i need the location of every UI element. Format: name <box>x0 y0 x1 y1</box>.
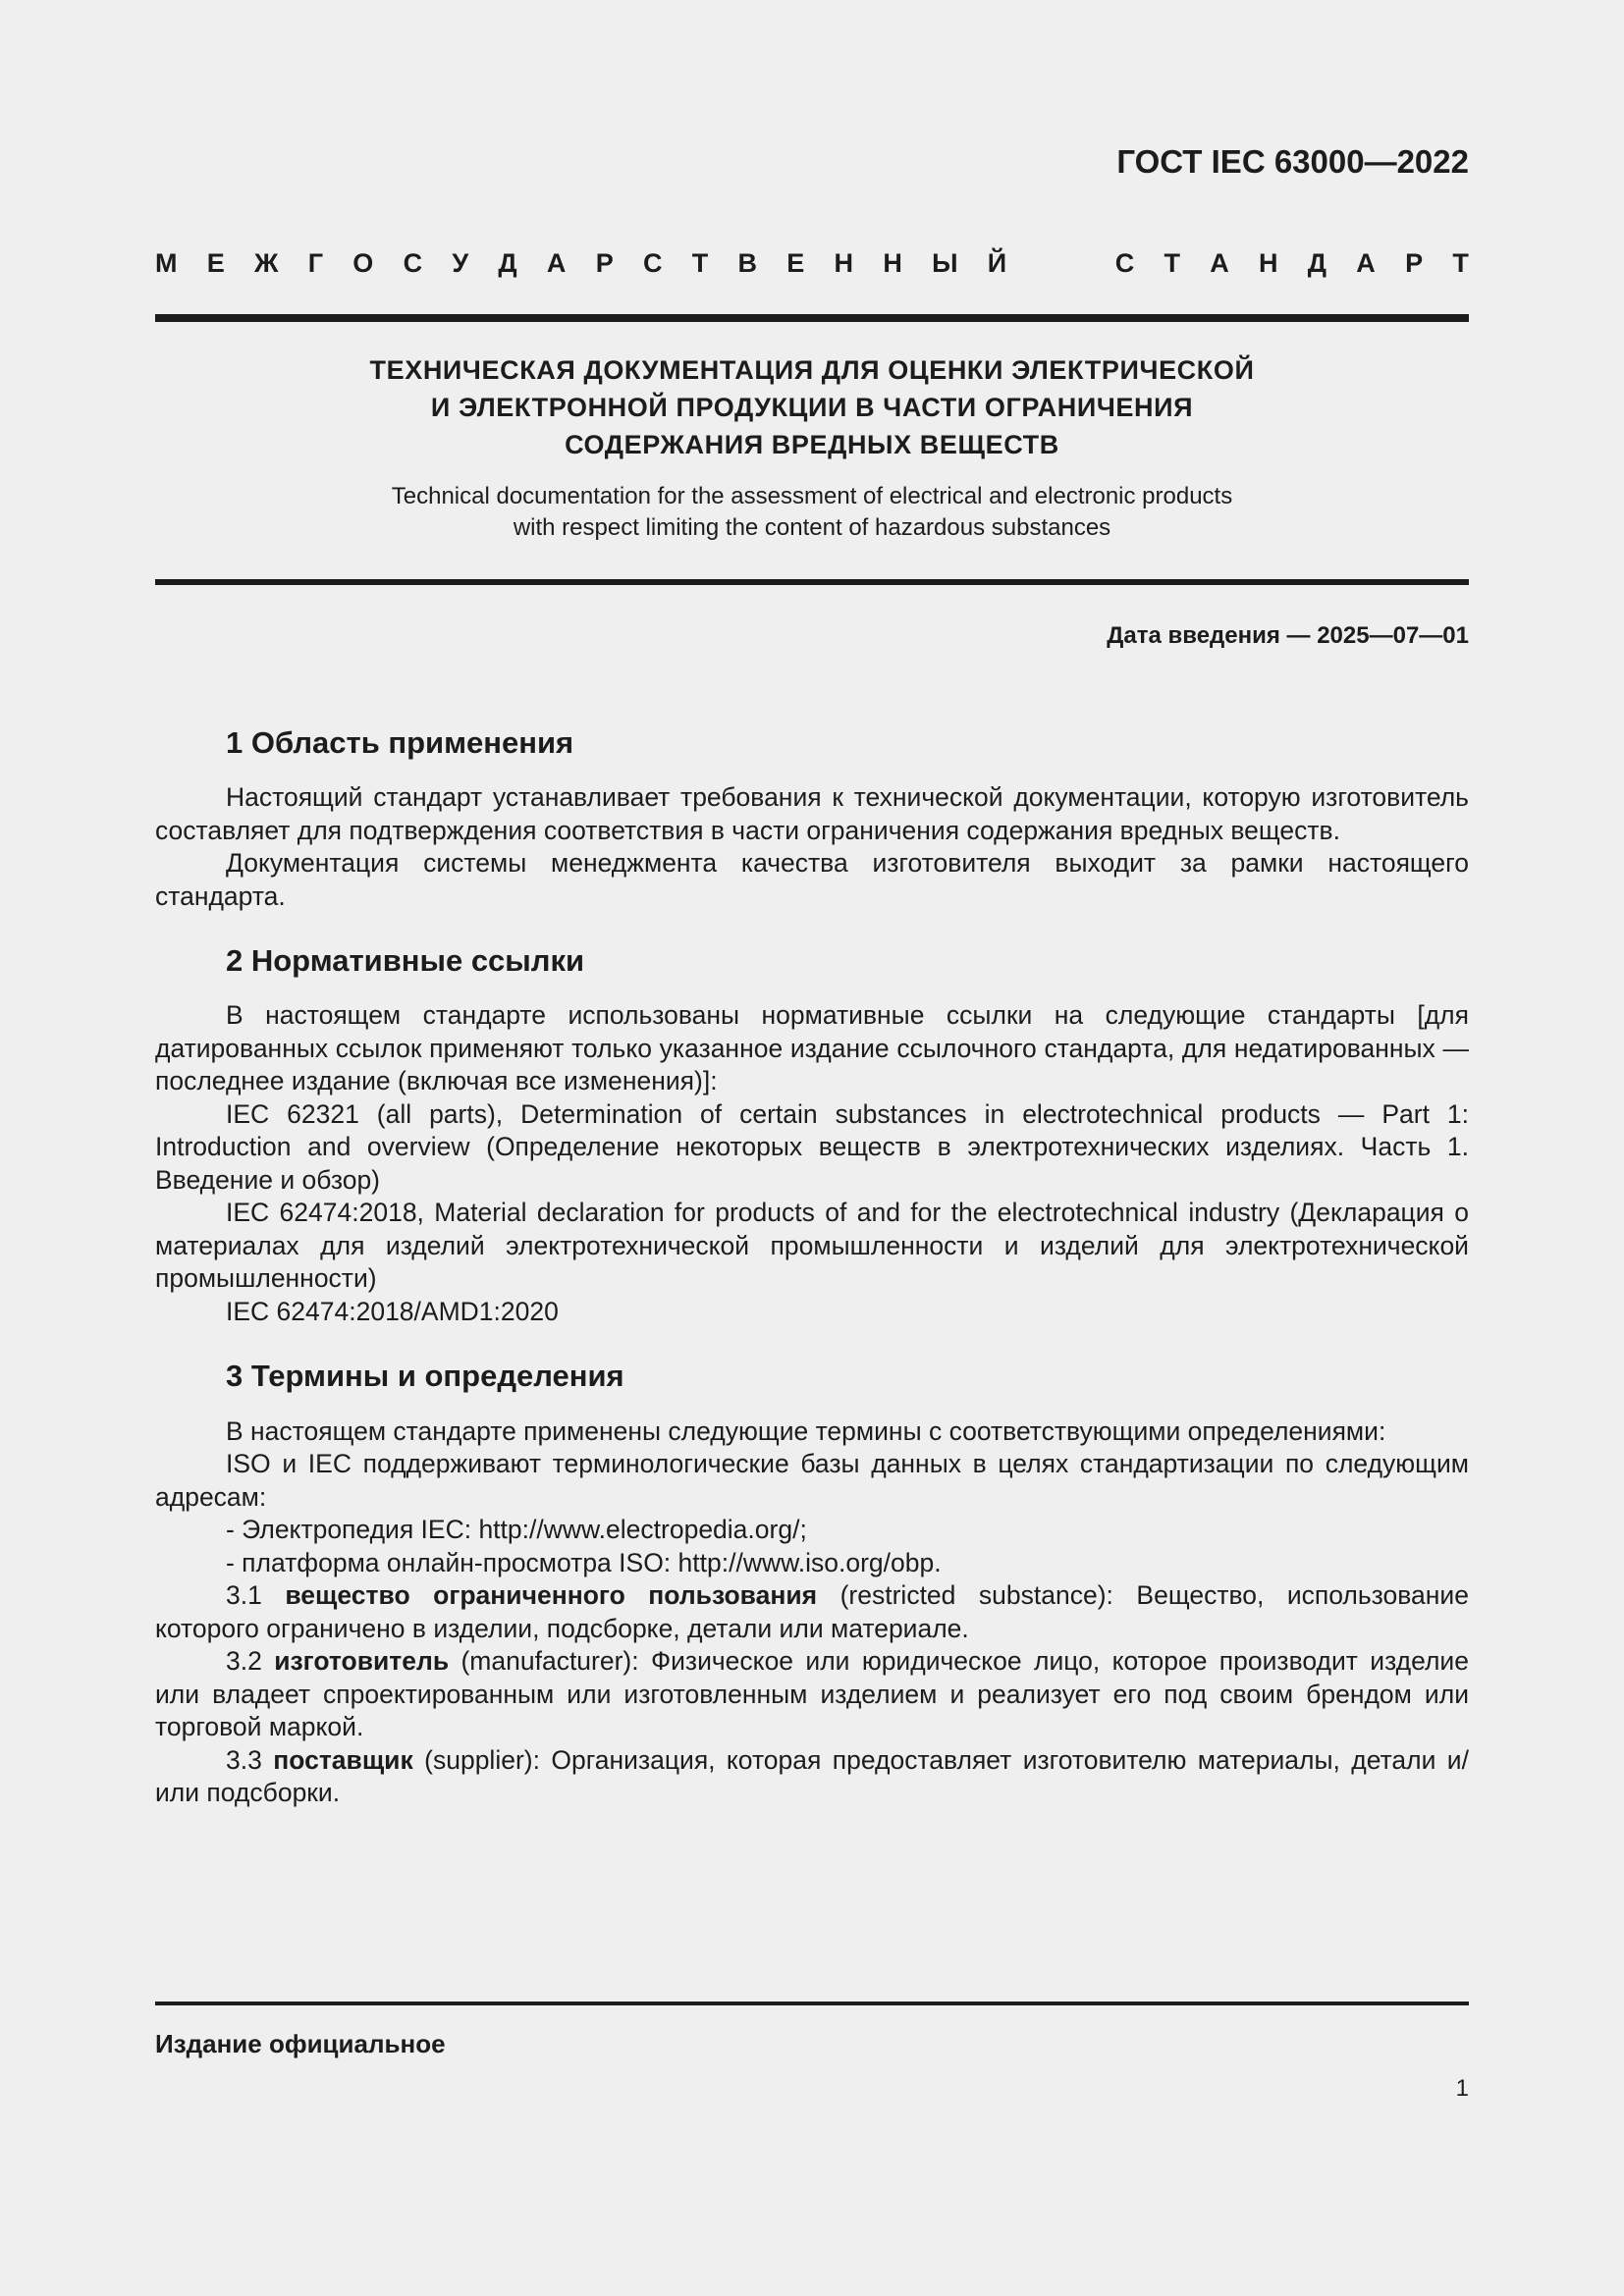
title-ru-line: СОДЕРЖАНИЯ ВРЕДНЫХ ВЕЩЕСТВ <box>565 430 1059 459</box>
standard-type-letter: Н <box>834 248 854 278</box>
term-definition <box>155 1744 1469 1810</box>
standard-type-letter: А <box>1210 248 1229 278</box>
term-definition <box>155 1579 1469 1645</box>
term-name: вещество ограниченного пользования <box>285 1580 818 1611</box>
standard-type-letter: Н <box>883 248 902 278</box>
term-number: 3.1 <box>226 1580 262 1611</box>
standard-type-line <box>155 250 1469 277</box>
term-name: изготовитель <box>274 1646 450 1677</box>
term-text: (restricted substance): Вещество, использование которого ограничено в изделии, подсборке, детали или материале. <box>155 1580 1469 1643</box>
section-heading-normative-references: 2 Нормативные ссылки <box>226 943 585 979</box>
standard-type-letter: Е <box>786 248 805 278</box>
standard-type-letter: Т <box>691 248 709 278</box>
standard-type-letter: Р <box>595 248 614 278</box>
standard-type-letter: Т <box>1164 248 1180 278</box>
standard-type-letter: Г <box>307 248 324 278</box>
term-text: (supplier): Организация, которая предоставляет изготовителю материалы, детали и/или подсборки. <box>155 1744 1469 1808</box>
document-title-ru <box>155 351 1469 463</box>
paragraph: В настоящем стандарте использованы нормативные ссылки на следующие стандарты [для датированных ссылок применяют только указанное издание ссылочного стандарта, для недатированных — последнее издание (включая все изменения)]: <box>155 1000 1469 1096</box>
section-heading-terms: 3 Термины и определения <box>226 1359 624 1394</box>
standard-type-letter: Ж <box>254 248 279 278</box>
term-number: 3.2 <box>226 1646 262 1677</box>
paragraph: В настоящем стандарте применены следующие термины с соответствующими определениями: <box>226 1415 1386 1446</box>
standard-type-letter: Ы <box>932 248 958 278</box>
standard-type-letter: Т <box>1452 248 1469 278</box>
standard-type-letter: О <box>352 248 374 278</box>
standard-type-letter: А <box>546 248 567 278</box>
term-number: 3.3 <box>226 1744 262 1775</box>
page-number: 1 <box>1455 2075 1469 2102</box>
standard-type-letter: С <box>642 248 663 278</box>
list-item: - Электропедия IEC: http://www.electropedia.org/; <box>226 1515 807 1545</box>
paragraph: Настоящий стандарт устанавливает требования к технической документации, которую изготовитель составляет для подтверждения соответствия в части ограничения содержания вредных веществ. <box>155 782 1469 845</box>
reference-item: IEC 62321 (all parts), Determination of certain substances in electrotechnical products — Part 1: Introduction and overview (Определение некоторых веществ в электротехнических изделиях. Часть 1. Введение и обзор) <box>155 1098 1469 1195</box>
title-en-line: Technical documentation for the assessment of electrical and electronic products <box>391 483 1233 509</box>
title-rule <box>155 579 1469 585</box>
standard-type-letter: Д <box>498 248 517 278</box>
edition-label: Издание официальное <box>155 2029 446 2058</box>
term-name: поставщик <box>273 1744 413 1775</box>
standard-type-letter: А <box>1356 248 1376 278</box>
standard-type-letter: У <box>452 248 469 278</box>
title-ru-line: И ЭЛЕКТРОННОЙ ПРОДУКЦИИ В ЧАСТИ ОГРАНИЧЕНИЯ <box>430 393 1194 422</box>
list-item: - платформа онлайн-просмотра ISO: http://www.iso.org/obp. <box>226 1547 942 1577</box>
title-en-line: with respect limiting the content of hazardous substances <box>513 514 1111 541</box>
document-title-en <box>155 481 1469 544</box>
paragraph: ISO и IEC поддерживают терминологические базы данных в целях стандартизации по следующим адресам: <box>155 1449 1469 1512</box>
reference-item: IEC 62474:2018/AMD1:2020 <box>226 1296 559 1326</box>
standard-type-letter: Й <box>987 248 1007 278</box>
word-gap <box>1036 250 1085 277</box>
paragraph: Документация системы менеджмента качества изготовителя выходит за рамки настоящего стандарта. <box>155 848 1469 911</box>
title-ru-line: ТЕХНИЧЕСКАЯ ДОКУМЕНТАЦИЯ ДЛЯ ОЦЕНКИ ЭЛЕКТРИЧЕСКОЙ <box>369 355 1255 385</box>
term-definition <box>155 1645 1469 1744</box>
standard-type-letter: С <box>1114 248 1135 278</box>
standard-type-letter: Д <box>1307 248 1327 278</box>
reference-item: IEC 62474:2018, Material declaration for products of and for the electrotechnical industry (Декларация о материалах для изделий электротехнической промышленности и изделий для электротехнической промышленности) <box>155 1198 1469 1294</box>
standard-type-letter: С <box>403 248 423 278</box>
footer-rule <box>155 2002 1469 2005</box>
standard-type-letter: Е <box>206 248 225 278</box>
introduction-date: Дата введения — 2025—07—01 <box>1107 622 1469 649</box>
section-heading-scope: 1 Область применения <box>226 725 574 760</box>
standard-type-letter: Р <box>1405 248 1424 278</box>
standard-type-letter: Н <box>1259 248 1278 278</box>
top-rule <box>155 314 1469 322</box>
document-code: ГОСТ IEC 63000—2022 <box>1116 143 1469 180</box>
standard-type-letter: В <box>737 248 757 278</box>
standard-type-letter: М <box>155 248 178 278</box>
term-text: (manufacturer): Физическое или юридическое лицо, которое производит изделие или владеет спроектированным или изготовленным изделием и реализует его под своим брендом или торговой маркой. <box>155 1646 1469 1742</box>
document-body <box>155 724 1469 1810</box>
